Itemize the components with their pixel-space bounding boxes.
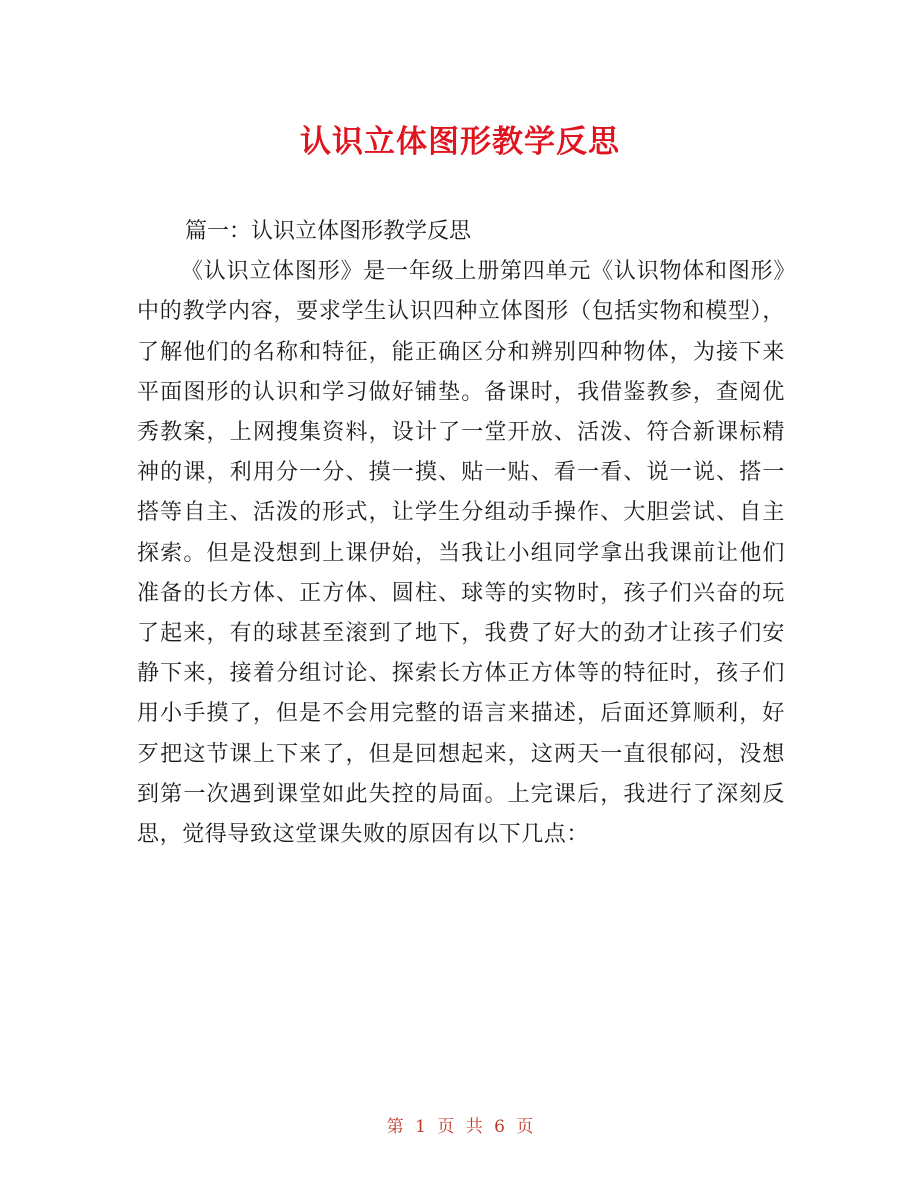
section-heading: 篇一：认识立体图形教学反思: [185, 219, 472, 244]
page-number-footer: 第 1 页 共 6 页: [386, 1117, 534, 1137]
body-paragraph: 《认识立体图形》是一年级上册第四单元《认识物体和图形》中的教学内容，要求学生认识四种立体图形（包括实物和模型），了解他们的名称和特征，能正确区分和辨别四种物体，为接下来平面图形的认识和学习做好铺垫。备课时，我借鉴教参，查阅优秀教案，上网搜集资料，设计了一堂开放、活泼、符合新课标精神的课，利用分一分、摸一摸、贴一贴、看一看、说一说、搭一搭等自主、活泼的形式，让学生分组动手操作、大胆尝试、自主探索。但是没想到上课伊始，当我让小组同学拿出我课前让他们准备的长方体、正方体、圆柱、球等的实物时，孩子们兴奋的玩了起来，有的球甚至滚到了地下，我费了好大的劲才让孩子们安静下来，接着分组讨论、探索长方体正方体等的特征时，孩子们用小手摸了，但是不会用完整的语言来描述，后面还算顺利，好歹把这节课上下来了，但是回想起来，这两天一直很郁闷，没想到第一次遇到课堂如此失控的局面。上完课后，我进行了深刻反思，觉得导致这堂课失败的原因有以下几点：: [137, 259, 785, 848]
document-title: 认识立体图形教学反思: [300, 124, 620, 160]
document-body: [137, 212, 785, 855]
